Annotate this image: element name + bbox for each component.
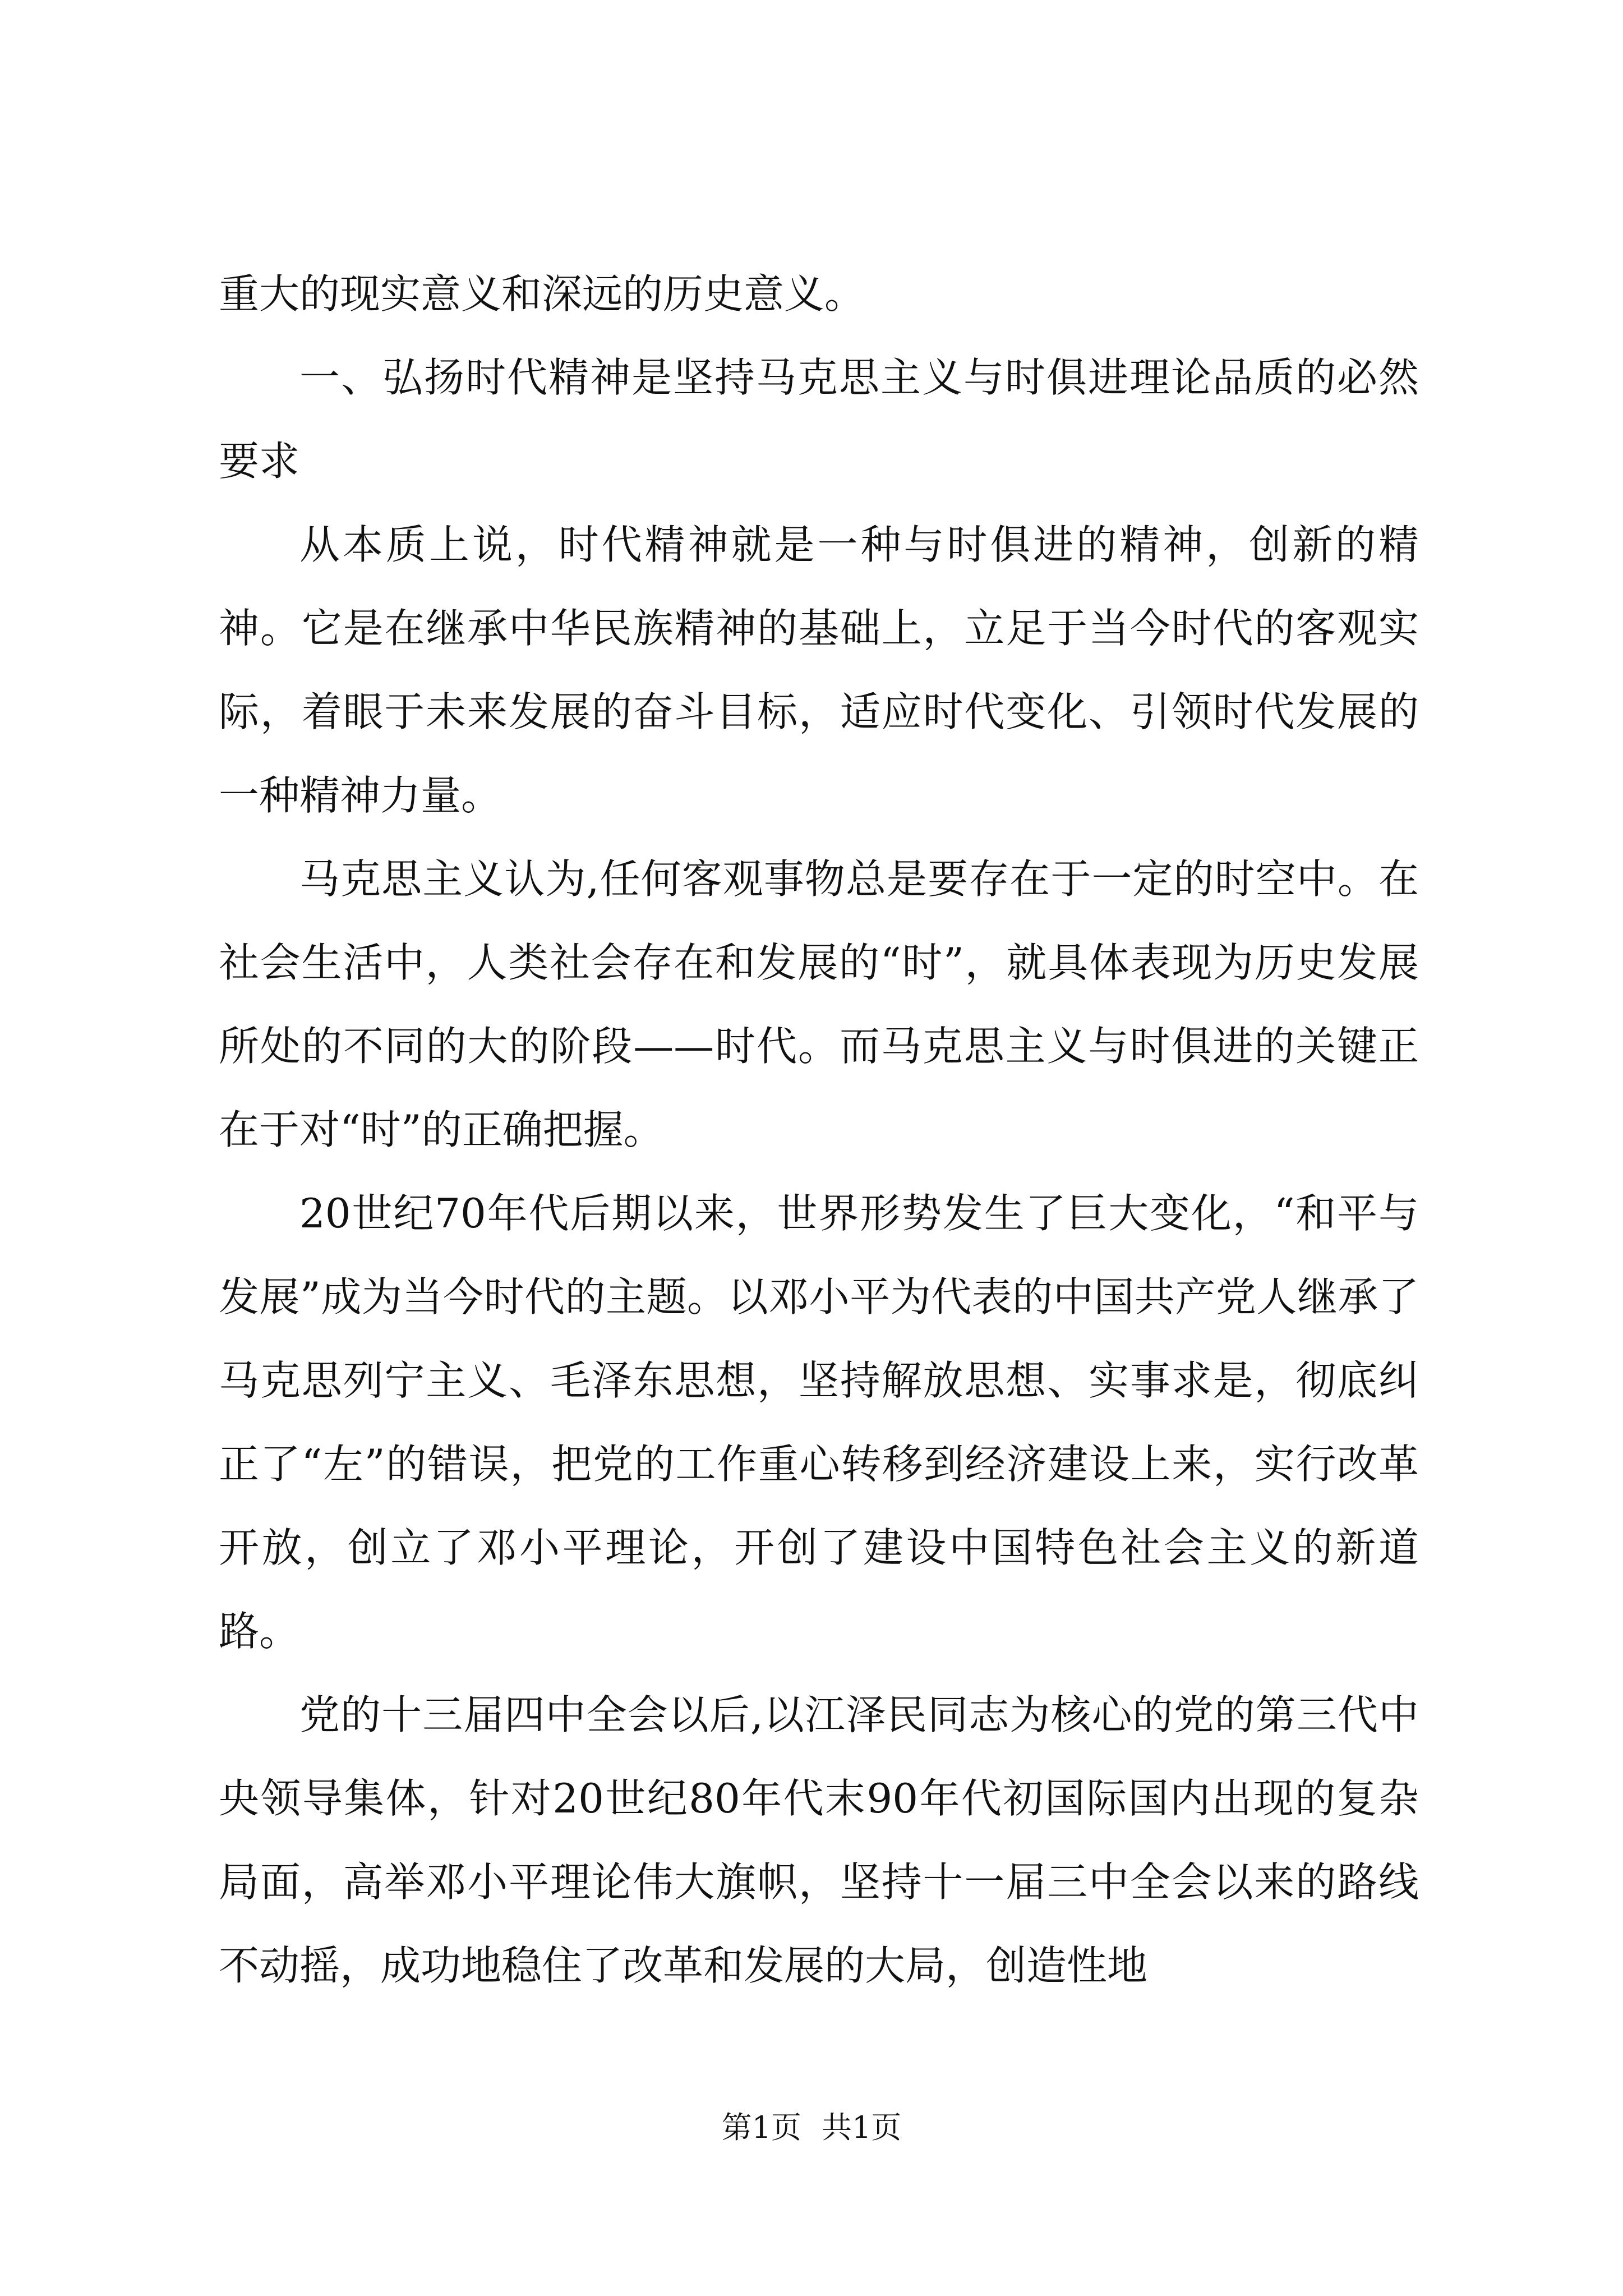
paragraph: 从本质上说，时代精神就是一种与时俱进的精神，创新的精神。它是在继承中华民族精神的基础上，立足于当今时代的客观实际，着眼于未来发展的奋斗目标，适应时代变化、引领时代发展的一种精神力量。 [219,521,1419,819]
paragraph-continuation: 重大的现实意义和深远的历史意义。 [219,270,865,318]
page-number-total: 共1页 [822,2110,902,2145]
page-number-current: 第1页 [721,2110,801,2145]
document-body [219,252,1419,2008]
paragraph: 党的十三届四中全会以后,以江泽民同志为核心的党的第三代中央领导集体，针对20世纪80年代末90年代初国际国内出现的复杂局面，高举邓小平理论伟大旗帜，坚持十一届三中全会以来的路线不动摇，成功地稳住了改革和发展的大局，创造性地 [219,1691,1419,1989]
page-footer [0,2104,1623,2147]
paragraph: 20世纪70年代后期以来，世界形势发生了巨大变化，“和平与发展”成为当今时代的主题。以邓小平为代表的中国共产党人继承了马克思列宁主义、毛泽东思想，坚持解放思想、实事求是，彻底纠正了“左”的错误，把党的工作重心转移到经济建设上来，实行改革开放，创立了邓小平理论，开创了建设中国特色社会主义的新道路。 [219,1190,1419,1655]
paragraph: 马克思主义认为,任何客观事物总是要存在于一定的时空中。在社会生活中，人类社会存在和发展的“时”，就具体表现为历史发展所处的不同的大的阶段——时代。而马克思主义与时俱进的关键正在于对“时”的正确把握。 [219,855,1419,1153]
section-heading: 一、弘扬时代精神是坚持马克思主义与时俱进理论品质的必然要求 [219,354,1419,485]
